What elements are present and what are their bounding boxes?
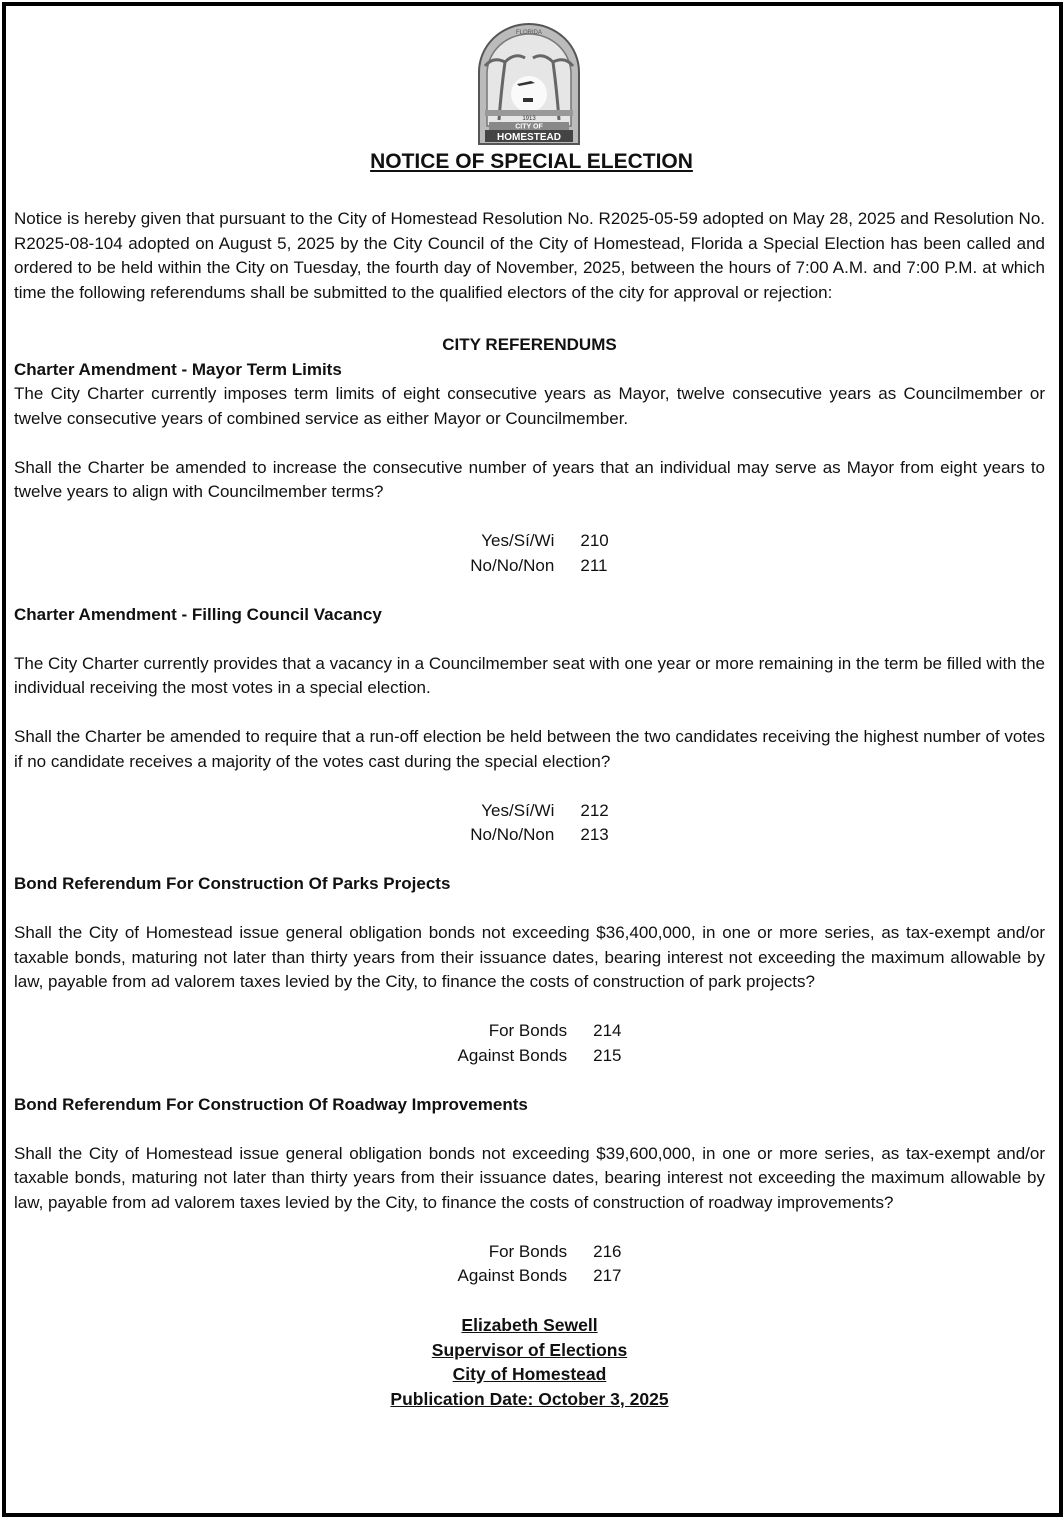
referendum-text: The City Charter currently provides that a vacancy in a Councilmember seat with one year or more remaining in the term be filled with the individual receiving the most votes in a special election. xyxy=(14,653,1045,697)
referendum-heading: Bond Referendum For Construction Of Roadway Improvements xyxy=(14,1094,528,1114)
option-number: 215 xyxy=(593,1045,622,1065)
option-number: 217 xyxy=(593,1266,622,1285)
signature-block xyxy=(14,1313,1045,1411)
svg-text:CITY OF: CITY OF xyxy=(515,123,543,131)
svg-text:FLORIDA: FLORIDA xyxy=(515,30,543,36)
referendum-council-vacancy xyxy=(14,603,1045,873)
referendum-text: The City Charter currently imposes term limits of eight consecutive years as Mayor, twelve consecutive years as Councilmember or twelve consecutive years of combined service as either Mayor or Councilmember. xyxy=(14,384,1045,428)
referendum-heading: Charter Amendment - Mayor Term Limits xyxy=(14,359,342,379)
option-number: 211 xyxy=(580,555,608,575)
referendum-question: Shall the City of Homestead issue general obligation bonds not exceeding $39,600,000, in one or more series, as tax-exempt and/or taxable bonds, maturing not later than thirty years from their issuance dates, bearing interest not exceeding the maximum allowable by law, payable from ad valorem taxes levied by the City, to finance the costs of construction of roadway improvements? xyxy=(14,1143,1045,1212)
option-label: Against Bonds xyxy=(457,1045,568,1065)
notice-body xyxy=(14,207,1045,1411)
signer-organization: City of Homestead xyxy=(452,1364,607,1384)
option-label: Against Bonds xyxy=(457,1266,568,1285)
signer-title: Supervisor of Elections xyxy=(431,1339,628,1360)
referendum-roadway-bond xyxy=(14,1093,1045,1314)
referendum-question: Shall the City of Homestead issue general obligation bonds not exceeding $36,400,000, in one or more series, as tax-exempt and/or taxable bonds, maturing not later than thirty years from their issuance dates, bearing interest not exceeding the maximum allowable by law, payable from ad valorem taxes levied by the City, to finance the costs of construction of park projects? xyxy=(14,923,1045,991)
ballot-options xyxy=(34,799,1045,848)
signer-name: Elizabeth Sewell xyxy=(461,1315,598,1335)
option-number: 214 xyxy=(593,1021,622,1040)
intro-paragraph: Notice is hereby given that pursuant to the City of Homestead Resolution No. R2025-05-59 adopted on May 28, 2025 and Resolution No. R2025-08-104 adopted on August 5, 2025 by the City Council of the City of Homestead, Florida a Special Election has been called and ordered to be held within the City on Tuesday, the fourth day of November, 2025, between the hours of 7:00 A.M. and 7:00 P.M. at which time the following referendums shall be submitted to the qualified electors of the city for approval or rejection: xyxy=(14,209,1045,302)
referendum-heading: Charter Amendment - Filling Council Vacancy xyxy=(14,604,382,624)
option-label: Yes/Sí/Wi xyxy=(481,800,555,820)
referendum-question: Shall the Charter be amended to increase the consecutive number of years that an individual may serve as Mayor from eight years to twelve years to align with Councilmember terms? xyxy=(14,457,1045,501)
referendum-heading: Bond Referendum For Construction Of Parks Projects xyxy=(14,874,451,893)
svg-text:1913: 1913 xyxy=(522,116,536,122)
option-number: 210 xyxy=(580,531,609,550)
option-label: For Bonds xyxy=(488,1021,568,1040)
section-heading: CITY REFERENDUMS xyxy=(442,335,617,354)
referendum-question: Shall the Charter be amended to require that a run-off election be held between the two candidates receiving the highest number of votes if no candidate receives a majority of the votes cast during the special election? xyxy=(14,727,1045,771)
ballot-options xyxy=(34,1240,1045,1289)
option-number: 216 xyxy=(593,1241,622,1261)
option-number: 213 xyxy=(580,825,609,844)
ballot-options xyxy=(34,529,1045,578)
svg-text:HOMESTEAD: HOMESTEAD xyxy=(497,132,561,143)
option-label: No/No/Non xyxy=(470,825,555,844)
city-of-homestead-seal-logo xyxy=(475,22,583,146)
option-label: No/No/Non xyxy=(470,555,555,575)
publication-date: Publication Date: October 3, 2025 xyxy=(390,1388,669,1409)
referendum-mayor-term-limits xyxy=(14,358,1045,603)
page-title: NOTICE OF SPECIAL ELECTION xyxy=(370,150,693,173)
referendum-parks-bond xyxy=(14,872,1045,1093)
option-label: For Bonds xyxy=(488,1241,568,1261)
option-label: Yes/Sí/Wi xyxy=(481,531,555,550)
ballot-options xyxy=(34,1019,1045,1068)
option-number: 212 xyxy=(580,800,609,820)
